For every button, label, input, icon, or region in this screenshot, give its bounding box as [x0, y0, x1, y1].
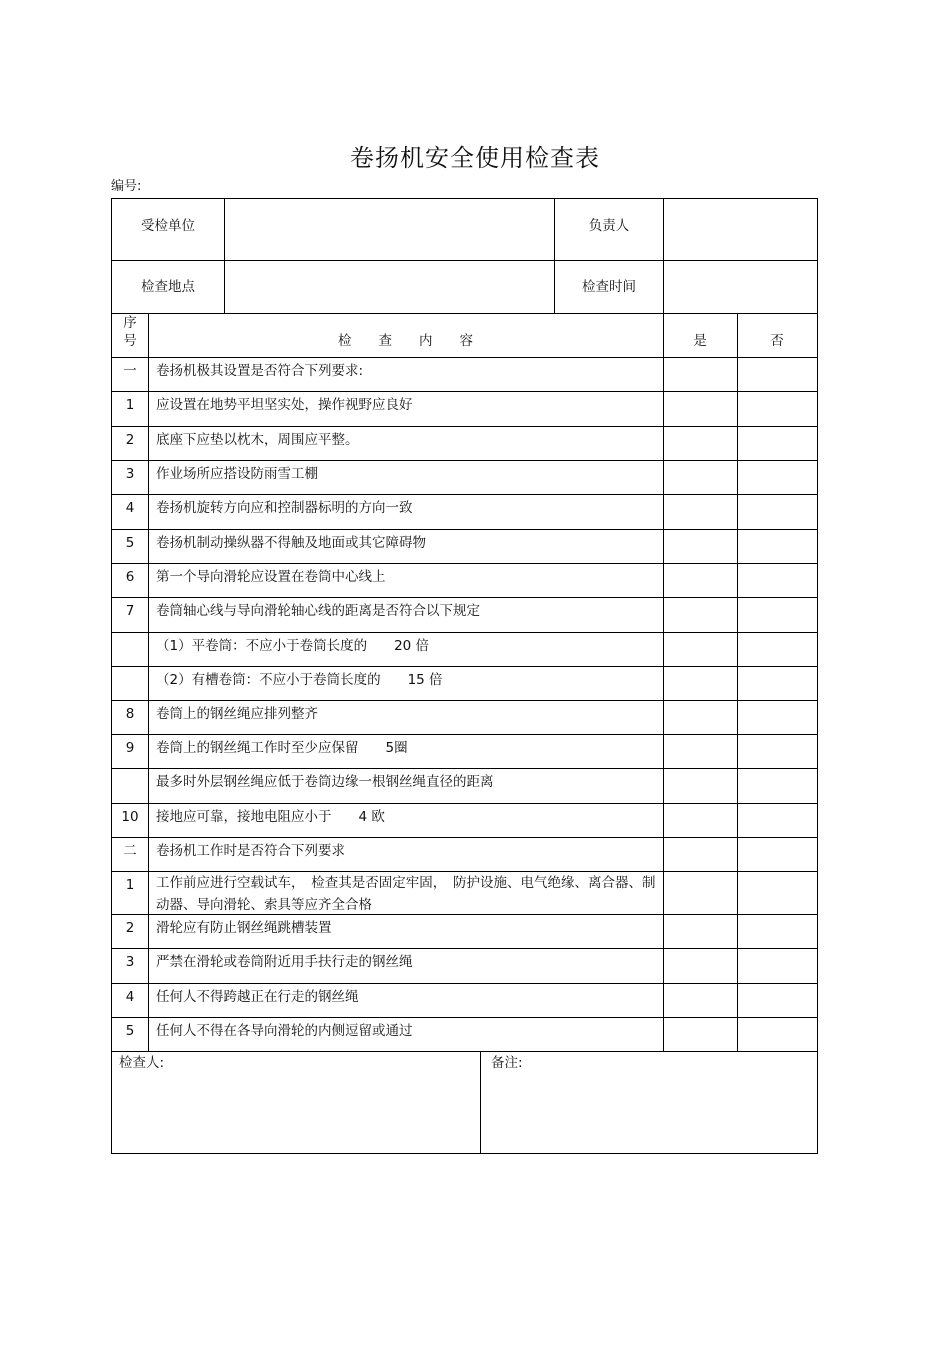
row-check-item: 卷扬机旋转方向应和控制器标明的方向一致: [156, 500, 413, 516]
no-check-cell[interactable]: [738, 701, 817, 734]
yes-check-cell[interactable]: [664, 701, 737, 734]
row-check-item: 卷筒上的钢丝绳工作时至少应保留 5圈: [156, 740, 408, 756]
no-check-cell[interactable]: [738, 495, 817, 529]
row-check-item: 滑轮应有防止钢丝绳跳槽装置: [156, 920, 332, 936]
seq-column-header-2: 号: [123, 333, 137, 349]
inspector-label: 检查人:: [119, 1055, 165, 1071]
content-column-header: 检 查 内 容: [338, 333, 473, 349]
no-check-cell[interactable]: [738, 915, 817, 948]
yes-check-cell[interactable]: [664, 769, 737, 803]
yes-check-cell[interactable]: [664, 633, 737, 666]
no-check-cell[interactable]: [738, 984, 817, 1017]
responsible-person-label: 负责人: [588, 218, 630, 234]
yes-check-cell[interactable]: [664, 838, 737, 871]
page-title: 卷扬机安全使用检查表: [350, 144, 600, 172]
row-check-item: 卷扬机制动操纵器不得触及地面或其它障碍物: [156, 535, 426, 551]
inspection-time-label: 检查时间: [582, 279, 636, 295]
no-column-header: 否: [770, 333, 784, 349]
responsible-person-field[interactable]: [664, 199, 817, 260]
remarks-label: 备注:: [491, 1055, 523, 1071]
no-check-cell[interactable]: [738, 461, 817, 494]
yes-check-cell[interactable]: [664, 461, 737, 494]
row-number: 2: [125, 920, 135, 936]
yes-check-cell[interactable]: [664, 1018, 737, 1051]
row-number: 5: [125, 535, 135, 551]
inspection-form: [111, 198, 818, 1154]
no-check-cell[interactable]: [738, 427, 817, 460]
no-check-cell[interactable]: [738, 769, 817, 803]
row-check-item: 卷扬机极其设置是否符合下列要求:: [156, 363, 364, 379]
row-check-item: 任何人不得跨越正在行走的钢丝绳: [156, 989, 359, 1005]
no-check-cell[interactable]: [738, 530, 817, 563]
remarks-field[interactable]: [481, 1074, 817, 1153]
seq-column-divider: [148, 313, 149, 1051]
no-check-cell[interactable]: [738, 667, 817, 700]
row-check-item: 卷筒上的钢丝绳应排列整齐: [156, 706, 318, 722]
yes-check-cell[interactable]: [664, 872, 737, 914]
no-check-cell[interactable]: [738, 735, 817, 768]
row-number: 一: [123, 363, 137, 379]
yes-check-cell[interactable]: [664, 392, 737, 426]
row-check-item: （2）有槽卷筒：不应小于卷筒长度的 15 倍: [156, 672, 443, 688]
row-number: 6: [125, 569, 135, 585]
no-check-cell[interactable]: [738, 872, 817, 914]
row-number: 7: [125, 603, 135, 619]
row-number: 2: [125, 432, 135, 448]
no-check-cell[interactable]: [738, 633, 817, 666]
yes-column-header: 是: [693, 333, 707, 349]
yes-check-cell[interactable]: [664, 427, 737, 460]
yes-check-cell[interactable]: [664, 915, 737, 948]
no-check-cell[interactable]: [738, 949, 817, 983]
inspection-location-label: 检查地点: [141, 279, 195, 295]
yes-check-cell[interactable]: [664, 564, 737, 597]
row-number: 3: [125, 954, 135, 970]
yes-check-cell[interactable]: [664, 949, 737, 983]
row-check-item: 严禁在滑轮或卷筒附近用手扶行走的钢丝绳: [156, 954, 413, 970]
yes-check-cell[interactable]: [664, 598, 737, 632]
yes-check-cell[interactable]: [664, 530, 737, 563]
row-check-item: 第一个导向滑轮应设置在卷筒中心线上: [156, 569, 386, 585]
yes-check-cell[interactable]: [664, 358, 737, 391]
no-check-cell[interactable]: [738, 804, 817, 837]
no-check-cell[interactable]: [738, 598, 817, 632]
yes-check-cell[interactable]: [664, 804, 737, 837]
serial-number-label: 编号:: [111, 179, 142, 194]
row-check-item: 应设置在地势平坦坚实处，操作视野应良好: [156, 397, 413, 413]
inspected-unit-label: 受检单位: [141, 218, 195, 234]
row-check-item: 底座下应垫以枕木，周围应平整。: [156, 432, 359, 448]
no-check-cell[interactable]: [738, 358, 817, 391]
row-number: 4: [125, 989, 135, 1005]
row-number: 9: [125, 740, 135, 756]
row-number: 5: [125, 1023, 135, 1039]
yes-check-cell[interactable]: [664, 667, 737, 700]
row-check-item: 卷扬机工作时是否符合下列要求: [156, 843, 345, 859]
row-number: 二: [123, 843, 137, 859]
no-check-cell[interactable]: [738, 564, 817, 597]
seq-column-header-1: 序: [123, 315, 137, 331]
row-number: 10: [121, 809, 139, 825]
footer-border: [112, 1051, 817, 1052]
row-check-item: 作业场所应搭设防雨雪工棚: [156, 466, 318, 482]
header-row-border: [112, 313, 817, 314]
row-check-item: 最多时外层钢丝绳应低于卷筒边缘一根钢丝绳直径的距离: [156, 774, 494, 790]
inspection-time-field[interactable]: [664, 261, 817, 313]
row-number: 1: [125, 397, 135, 413]
row-number: 3: [125, 466, 135, 482]
row-number: 4: [125, 500, 135, 516]
row-number: 8: [125, 706, 135, 722]
yes-check-cell[interactable]: [664, 984, 737, 1017]
yes-check-cell[interactable]: [664, 735, 737, 768]
inspected-unit-field[interactable]: [225, 199, 554, 260]
inspection-location-field[interactable]: [225, 261, 554, 313]
row-check-item: 任何人不得在各导向滑轮的内侧逗留或通过: [156, 1023, 413, 1039]
no-check-cell[interactable]: [738, 392, 817, 426]
row-number: 1: [125, 877, 135, 893]
no-check-cell[interactable]: [738, 1018, 817, 1051]
inspector-field[interactable]: [112, 1074, 480, 1153]
row-check-item: （1）平卷筒：不应小于卷筒长度的 20 倍: [156, 638, 430, 654]
row-check-item: 接地应可靠，接地电阻应小于 4 欧: [156, 809, 385, 825]
header-divider: [554, 199, 555, 313]
row-check-item: 工作前应进行空载试车， 检查其是否固定牢固， 防护设施、电气绝缘、离合器、制动器、导向滑轮、索具等应齐全合格: [156, 875, 656, 913]
no-check-cell[interactable]: [738, 838, 817, 871]
yes-check-cell[interactable]: [664, 495, 737, 529]
row-check-item: 卷筒轴心线与导向滑轮轴心线的距离是否符合以下规定: [156, 603, 480, 619]
